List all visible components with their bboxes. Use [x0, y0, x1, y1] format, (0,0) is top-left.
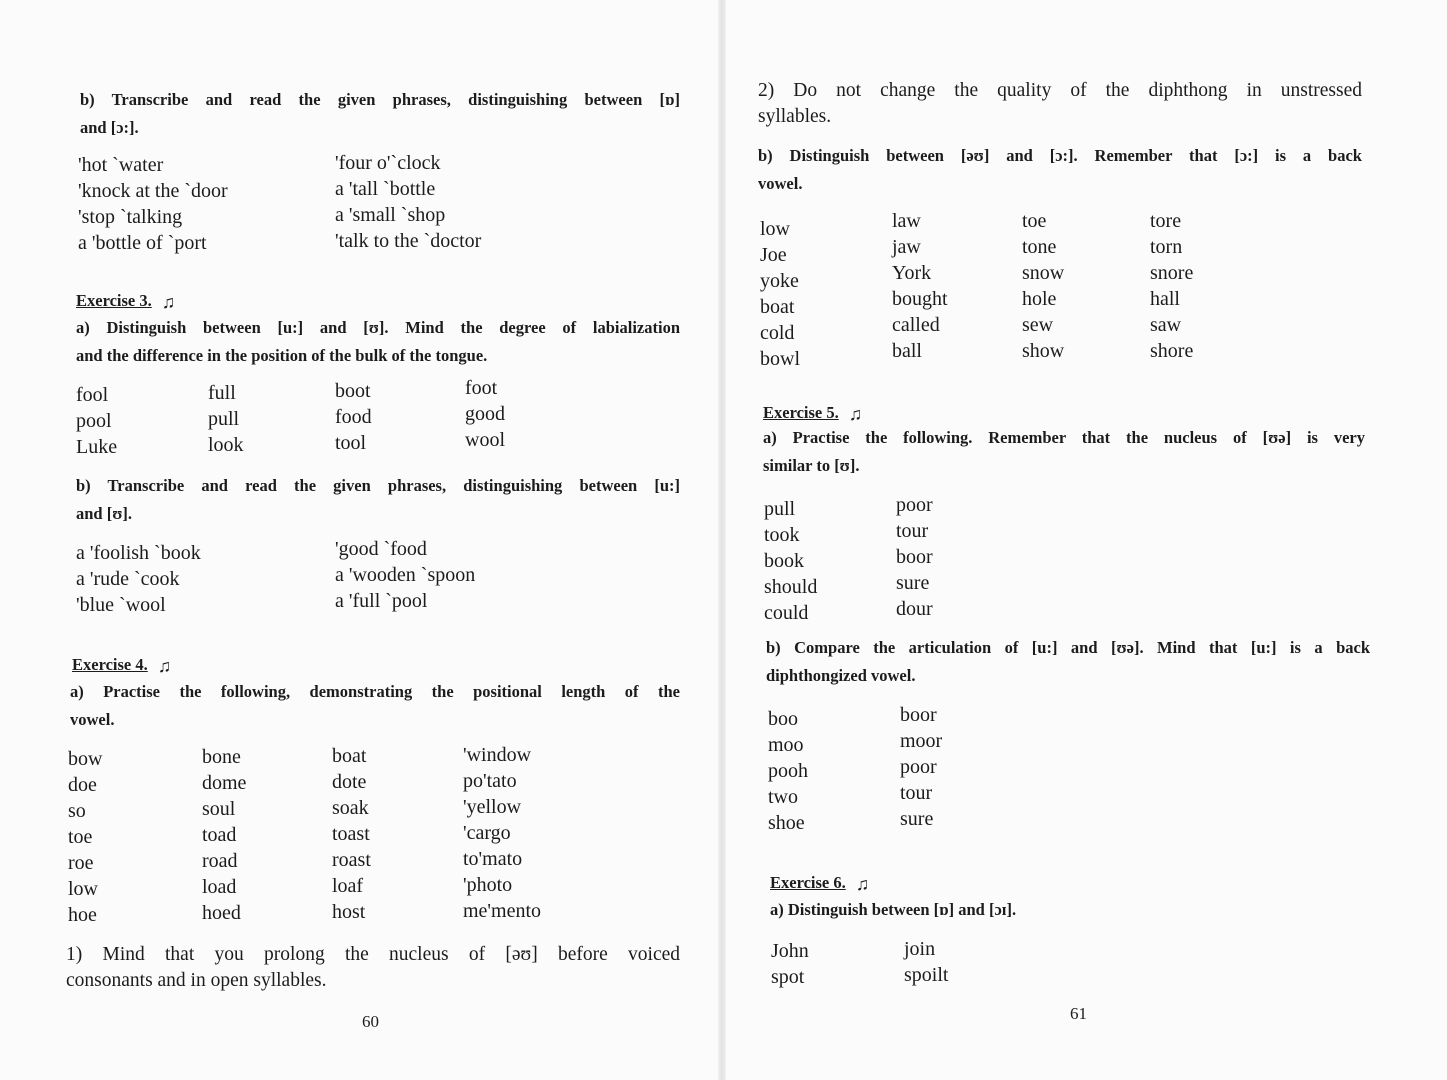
word-item: took: [764, 524, 800, 546]
word-item: called: [892, 314, 940, 336]
word-item: Joe: [760, 244, 787, 266]
phrase-item: 'knock at the ˋdoor: [78, 180, 228, 202]
exercise-5b-instruction: b) Compare the articulation of [u:] and [ʊə]. Mind that [u:] is a back diphthongized vowel.: [766, 638, 1370, 685]
word-item: boot: [335, 380, 371, 402]
word-item: tone: [1022, 236, 1057, 258]
word-item: moor: [900, 730, 943, 752]
page-number: 61: [1070, 1004, 1087, 1023]
phrase-item: a 'small ˋshop: [335, 204, 446, 226]
exercise-3a-instruction: a) Distinguish between [u:] and [ʊ]. Mind the degree of labialization and the difference in the position of the bulk of the tongue.: [76, 318, 680, 365]
word-item: low: [68, 878, 98, 900]
word-item: dour: [896, 598, 933, 620]
word-item: sure: [900, 808, 934, 830]
word-item: boo: [768, 708, 798, 730]
word-item: 'window: [463, 744, 532, 766]
word-item: boor: [896, 546, 933, 568]
word-item: full: [208, 382, 236, 404]
word-item: hole: [1022, 288, 1057, 310]
word-item: food: [335, 406, 372, 428]
word-item: fool: [76, 384, 109, 406]
word-item: boat: [332, 745, 367, 767]
word-item: 'cargo: [463, 822, 511, 844]
word-item: should: [764, 576, 818, 598]
word-item: po'tato: [463, 770, 517, 792]
phrase-item: 'talk to the ˋdoctor: [335, 230, 482, 252]
word-item: me'mento: [463, 900, 542, 922]
phrase-column-2: [335, 150, 481, 254]
word-column: [900, 702, 942, 832]
music-note-icon[interactable]: ♫: [848, 404, 863, 424]
word-item: host: [332, 901, 366, 923]
phrase-item: a 'full ˋpool: [335, 590, 428, 612]
word-item: boat: [760, 296, 795, 318]
word-item: yoke: [760, 270, 799, 292]
word-item: spot: [771, 966, 805, 988]
exercise-4-heading: Exercise 4. ♫: [72, 655, 172, 676]
word-item: roe: [68, 852, 94, 874]
word-item: sew: [1022, 314, 1054, 336]
word-item: snow: [1022, 262, 1065, 284]
word-item: toast: [332, 823, 370, 845]
word-column: [904, 936, 948, 988]
phrase-item: a 'foolish ˋbook: [76, 542, 201, 564]
word-column: [202, 744, 246, 926]
word-item: tour: [896, 520, 929, 542]
word-column: [335, 378, 372, 456]
word-item: 'yellow: [463, 796, 522, 818]
word-item: 'photo: [463, 874, 513, 896]
word-column: [768, 706, 808, 836]
phrase-item: 'four o'ˋclock: [335, 152, 441, 174]
word-item: wool: [465, 429, 505, 451]
word-item: pull: [208, 408, 240, 430]
word-column: [892, 208, 948, 364]
exercise-4-note-2: 2) Do not change the quality of the diphthong in unstressed syllables.: [758, 80, 1362, 127]
word-item: pull: [764, 498, 796, 520]
word-item: jaw: [892, 236, 921, 258]
word-item: bowl: [760, 348, 800, 370]
word-column: [760, 216, 800, 372]
word-column: [771, 938, 809, 990]
word-item: pooh: [768, 760, 808, 782]
word-item: dome: [202, 772, 247, 794]
word-item: soak: [332, 797, 369, 819]
word-item: tool: [335, 432, 367, 454]
word-item: bow: [68, 748, 103, 770]
word-item: law: [892, 210, 921, 232]
word-column: [332, 743, 371, 925]
exercise-4a-instruction: a) Practise the following, demonstrating the positional length of the vowel.: [70, 682, 680, 729]
word-column: [76, 382, 117, 460]
right-page: [724, 0, 1447, 1080]
phrase-column-1: [76, 540, 201, 618]
phrase-item: a 'wooden ˋspoon: [335, 564, 476, 586]
exercise-6-heading: Exercise 6. ♫: [770, 873, 870, 894]
left-page: [0, 0, 720, 1080]
word-item: moo: [768, 734, 804, 756]
phrase-column-1: [78, 152, 228, 256]
word-item: ball: [892, 340, 922, 362]
word-item: poor: [900, 756, 937, 778]
phrase-column-2: [335, 536, 475, 614]
word-item: shoe: [768, 812, 805, 834]
word-item: good: [465, 403, 505, 425]
word-item: hoed: [202, 902, 241, 924]
section-b-instruction: b) Transcribe and read the given phrases, distinguishing between [ɒ] and [ɔ:].: [80, 90, 680, 137]
word-item: toe: [1022, 210, 1047, 232]
word-item: toe: [68, 826, 93, 848]
exercise-5a-instruction: a) Practise the following. Remember that the nucleus of [ʊə] is very similar to [ʊ].: [763, 428, 1365, 475]
exercise-3b-instruction: b) Transcribe and read the given phrases, distinguishing between [u:] and [ʊ].: [76, 476, 680, 523]
word-item: could: [764, 602, 809, 624]
exercise-4b-instruction: b) Distinguish between [əʊ] and [ɔ:]. Remember that [ɔ:] is a back vowel.: [758, 146, 1362, 193]
word-column: [1150, 208, 1193, 364]
phrase-item: a 'bottle of ˋport: [78, 232, 207, 254]
music-note-icon[interactable]: ♫: [157, 656, 172, 676]
word-item: dote: [332, 771, 367, 793]
word-item: loaf: [332, 875, 364, 897]
word-item: tour: [900, 782, 933, 804]
word-item: hoe: [68, 904, 97, 926]
word-item: join: [904, 938, 936, 960]
phrase-item: a 'rude ˋcook: [76, 568, 180, 590]
word-item: Luke: [76, 436, 118, 458]
exercise-4-note-1: 1) Mind that you prolong the nucleus of [əʊ] before voiced consonants and in open syllables.: [66, 944, 680, 991]
word-item: sure: [896, 572, 930, 594]
word-column: [68, 746, 102, 928]
word-item: roast: [332, 849, 371, 871]
page-number: 60: [362, 1012, 379, 1031]
word-item: book: [764, 550, 804, 572]
word-column: [896, 492, 933, 622]
word-item: poor: [896, 494, 933, 516]
word-item: look: [208, 434, 244, 456]
word-item: bought: [892, 288, 948, 310]
phrase-item: a 'tall ˋbottle: [335, 178, 436, 200]
word-column: [764, 496, 817, 626]
exercise-6a-instruction: a) Distinguish between [ɒ] and [ɔɪ].: [770, 900, 1017, 919]
word-item: boor: [900, 704, 937, 726]
phrase-item: 'good ˋfood: [335, 538, 427, 560]
word-item: snore: [1150, 262, 1194, 284]
phrase-item: 'stop ˋtalking: [78, 206, 183, 228]
word-item: spoilt: [904, 964, 949, 986]
phrase-item: 'blue ˋwool: [76, 594, 166, 616]
phrase-item: 'hot ˋwater: [78, 154, 164, 176]
word-column: [208, 380, 244, 458]
word-item: road: [202, 850, 238, 872]
word-item: toad: [202, 824, 237, 846]
word-item: hall: [1150, 288, 1180, 310]
word-item: cold: [760, 322, 795, 344]
word-item: shore: [1150, 340, 1194, 362]
word-column: [465, 375, 505, 453]
music-note-icon[interactable]: ♫: [855, 874, 870, 894]
word-item: two: [768, 786, 798, 808]
word-column: [1022, 208, 1064, 364]
word-item: to'mato: [463, 848, 523, 870]
exercise-5-heading: Exercise 5. ♫: [763, 403, 863, 424]
word-item: doe: [68, 774, 97, 796]
word-item: pool: [76, 410, 112, 432]
word-item: torn: [1150, 236, 1183, 258]
word-item: load: [202, 876, 237, 898]
word-item: bone: [202, 746, 241, 768]
word-item: saw: [1150, 314, 1182, 336]
word-item: so: [68, 800, 86, 822]
word-item: soul: [202, 798, 236, 820]
word-column: [463, 742, 541, 924]
word-item: tore: [1150, 210, 1182, 232]
word-item: show: [1022, 340, 1065, 362]
word-item: John: [771, 940, 809, 962]
word-item: York: [892, 262, 932, 284]
exercise-3-heading: Exercise 3. ♫: [76, 291, 176, 312]
word-item: foot: [465, 377, 498, 399]
music-note-icon[interactable]: ♫: [161, 292, 176, 312]
word-item: low: [760, 218, 790, 240]
